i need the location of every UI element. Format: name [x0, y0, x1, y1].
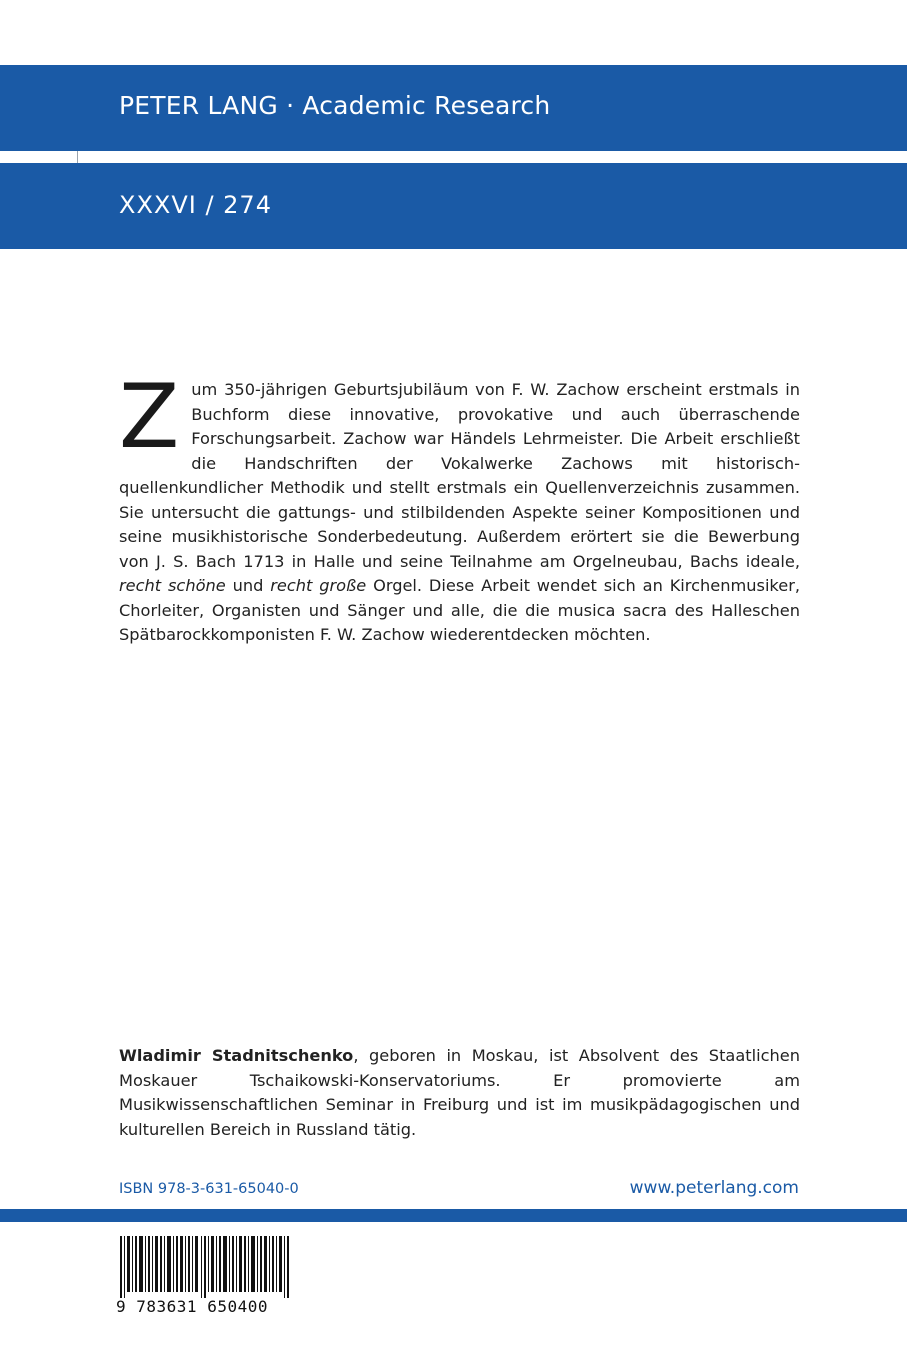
author-bio	[119, 1044, 800, 1142]
isbn-label: ISBN 978-3-631-65040-0	[119, 1181, 299, 1197]
drop-cap: Z	[119, 365, 180, 468]
description-italic-1: recht schöne	[119, 576, 226, 595]
description-paragraph	[119, 365, 800, 648]
description-text-1: um 350-jährigen Geburtsjubiläum von F. W. Zachow erscheint erstmals in Buchform diese innovative, provokative und auch überraschende Forschungsarbeit. Zachow war Händels Lehrmeister. Die Arbeit erschließt die Handschriften der Vokalwerke Zachows mit historisch-quellenkundlicher Methodik und stellt erstmals ein Quellenverzeichnis zusammen. Sie untersucht die gattungs- und stilbildenden Aspekte seiner Kompositionen und seine musikhistorische Sonderbedeutung. Außerdem erörtert sie die Bewerbung von J. S. Bach 1713 in Halle und seine Teilnahme am Orgelneubau, Bachs ideale,	[119, 380, 800, 571]
series-banner	[0, 163, 907, 249]
author-name: Wladimir Stadnitschenko	[119, 1046, 354, 1065]
series-number: XXXVI / 274	[119, 191, 272, 219]
barcode-image	[116, 1236, 292, 1298]
description-italic-2: recht große	[270, 576, 367, 595]
bottom-bar	[0, 1209, 907, 1222]
divider-tick	[77, 151, 78, 163]
publisher-banner	[0, 65, 907, 151]
description-text-2: und	[225, 576, 271, 595]
book-description	[119, 365, 800, 648]
bio-paragraph	[119, 1044, 800, 1142]
publisher-line: PETER LANG · Academic Research	[119, 91, 551, 120]
publisher-url[interactable]: www.peterlang.com	[629, 1178, 799, 1198]
description-text-3: Orgel. Diese Arbeit wendet sich an Kirchenmusiker, Chorleiter, Organisten und Sänger und alle, die die musica sacra des Halleschen Spätbarockkomponisten F. W. Zachow wiederentdecken möchten.	[119, 576, 800, 644]
barcode-digits: 9 783631 650400	[116, 1297, 268, 1316]
bio-text: , geboren in Moskau, ist Absolvent des Staatlichen Moskauer Tschaikowski-Konservatoriums. Er promovierte am Musikwissenschaftlichen Seminar in Freiburg und ist im musikpädagogischen und kulturellen Bereich in Russland tätig.	[119, 1046, 800, 1139]
